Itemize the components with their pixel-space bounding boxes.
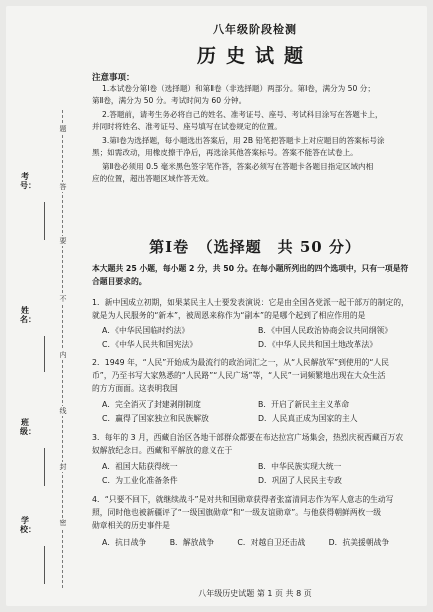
notice-line: 1.本试卷分第Ⅰ卷（选择题）和第Ⅱ卷（非选择题）两部分。第Ⅰ卷，满分为 50 分； — [102, 84, 375, 93]
option-d: D．人民真正成为国家的主人 — [258, 414, 358, 423]
notice-line: 应的位置，超出答题区域作答无效。 — [92, 174, 214, 183]
name-label: 姓名： — [20, 305, 36, 324]
question-stem: 的方方面面。这表明我国 — [92, 384, 178, 393]
binding-strip — [6, 6, 92, 606]
exam-page — [6, 6, 427, 606]
question-stem: 1．新中国成立初期，如果某民主人士要发表演说：它是由全国各党派一起干部万的制定的， — [92, 298, 409, 307]
notice-line: 2.答题前，请考生务必将自己的姓名、准考证号、座号、考试科目涂写在答题卡上， — [102, 110, 383, 119]
page-footer: 八年级历史试题 第 1 页 共 8 页 — [198, 589, 312, 598]
name-line — [44, 336, 45, 372]
notice-heading: 注意事项： — [92, 73, 135, 83]
notice-line: 第Ⅱ卷必须用 0.5 毫米黑色签字笔作答，答案必须写在答题卡各题目指定区域内相 — [102, 162, 374, 171]
option-a: A．《中华民国临时约法》 — [102, 326, 190, 335]
option-b: B．《中国人民政治协商会议共同纲领》 — [258, 326, 392, 335]
school-label: 学校： — [20, 515, 36, 534]
option-a: A．完全消灭了封建剥削制度 — [102, 400, 201, 409]
part-instructions: 本大题共 25 小题，每小题 2 分，共 50 分。在每小题所列出的四个选项中，只有一项是符 — [92, 264, 409, 273]
exam-no-line — [44, 202, 45, 240]
question-stem: 2．1949 年，“人民”开始成为最流行的政治词汇之一，从“人民解放军”到使用的“人民 — [92, 358, 389, 367]
option-c: C．为工业化准备条件 — [102, 476, 178, 485]
seal-char: 不 — [59, 295, 67, 303]
seal-char: 密 — [59, 519, 67, 527]
option-b: B．中华民族实现大统一 — [258, 462, 342, 471]
question-stem: 4．“只要不回下，就继续战斗”是对共和国勋章获得者张富清同志作为军人意志的生动写 — [92, 495, 394, 504]
class-label: 班级： — [20, 417, 36, 436]
subject-title: 历史试题 — [196, 45, 313, 67]
part-instructions: 合题目要求的。 — [92, 277, 147, 286]
notice-line: 黑；如需改动，用橡皮擦干净后，再选涂其他答案标号。答案不能答在试卷上。 — [92, 148, 358, 157]
option-d: D．《中华人民共和国土地改革法》 — [258, 340, 378, 349]
question-options: A．抗日战争 B．解放战争 C．对越自卫还击战 D．抗美援朝战争 — [102, 538, 390, 547]
seal-char: 答 — [59, 183, 67, 191]
question-stem: 3．每年的 3 月，西藏自治区各地干部群众都要在布达拉宫广场集会，热烈庆祝西藏百万农 — [92, 433, 404, 442]
question-stem: 勋章相关的历史事件是 — [92, 521, 170, 530]
part-one-title: 第Ⅰ卷 （选择题 共 50 分） — [149, 238, 361, 256]
question-stem: 就是为人民服务的“新本”，被周恩来称作为“副本”的是哪个起到了相应作用的是 — [92, 311, 366, 320]
notice-line: 3.第Ⅰ卷为选择题，每小题选出答案后，用 2B 铅笔把答题卡上对应题目的答案标号涂 — [102, 136, 385, 145]
option-a: A．祖国大陆获得统一 — [102, 462, 178, 471]
seal-char: 题 — [59, 125, 67, 133]
class-line — [44, 448, 45, 486]
notice-line: 并同时将姓名、准考证号、座号填写在试卷规定的位置。 — [92, 122, 282, 131]
option-c: C．《中华人民共和国宪法》 — [102, 340, 198, 349]
seal-char: 封 — [59, 463, 67, 471]
option-b: B．开启了新民主主义革命 — [258, 400, 350, 409]
seal-char: 线 — [59, 407, 67, 415]
exam-name: 八年级阶段检测 — [213, 23, 297, 36]
notice-line: 第Ⅱ卷，满分为 50 分。考试时间为 60 分钟。 — [92, 96, 247, 105]
option-c: C．赢得了国家独立和民族解放 — [102, 414, 209, 423]
seal-char: 内 — [59, 351, 67, 359]
school-line — [44, 546, 45, 584]
seal-char: 要 — [59, 237, 67, 245]
question-stem: 币”，乃至书写大家熟悉的“人民路”“人民广场”等，“人民”一词频繁地出现在大众生活 — [92, 371, 386, 380]
question-stem: 照，同时他也被新疆评了“一级国旗勋章”和“一级友谊勋章”。与他获得朝鲜两枚一级 — [92, 508, 382, 517]
exam-no-label: 考号： — [20, 171, 36, 190]
question-stem: 奴解放纪念日。西藏和平解放的意义在于 — [92, 446, 233, 455]
option-d: D．巩固了人民民主专政 — [258, 476, 342, 485]
